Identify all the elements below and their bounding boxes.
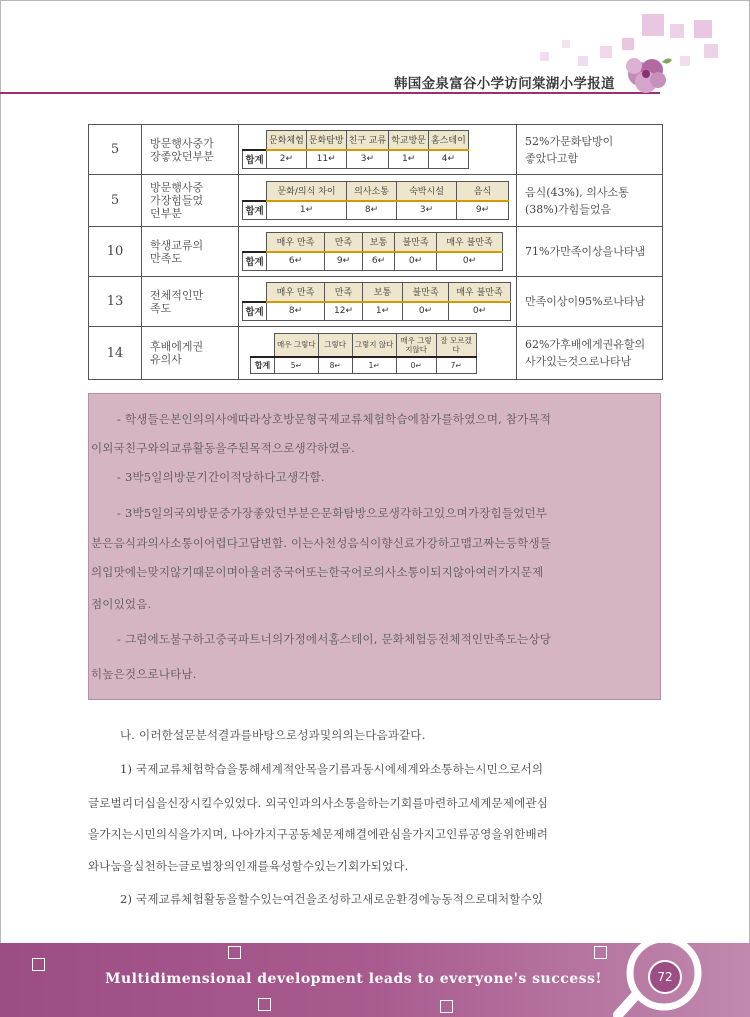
footer-deco-square [594,946,607,959]
question-number: 10 [89,227,142,277]
response-value: 0↵ [396,357,436,373]
table-row [89,227,663,277]
response-table-cell [239,227,517,277]
response-value: 11↵ [306,150,346,169]
header-rule [0,92,660,94]
page-number: 72 [648,960,682,994]
response-value: 3↵ [346,150,389,169]
result-text: 71%가만족이상을나타냄 [517,227,663,277]
total-label: 합계 [243,302,267,321]
question-text: 방문행사중 가장힘들었 던부분 [142,175,239,227]
response-table-cell [239,327,517,380]
response-table [242,232,503,271]
body-line: 와나눔을실천하는글로벌창의인재를육성할수있는기회가되었다. [88,859,409,873]
body-line: 글로벌리더십을신장시킬수있었다. 외국인과의사소통을하는기회를마련하고세계문제에관심 [88,796,549,810]
response-header: 불만족 [403,283,449,302]
response-header: 음식 [457,182,509,201]
response-value: 5↵ [275,357,319,373]
response-header: 의사소통 [347,182,397,201]
question-text: 방문행사중가 장좋았던부분 [142,125,239,175]
footer-deco-square [258,998,271,1011]
response-header: 만족 [325,233,363,252]
footer-deco-square [228,946,241,959]
header-deco-square [694,20,712,38]
response-value: 4↵ [428,150,468,169]
summary-line: 이외국친구와의교류활동을주된목적으로생각하였음. [91,441,355,455]
response-header: 문화탐방 [306,131,346,150]
header-deco-square [600,46,612,58]
total-label: 합계 [243,150,267,169]
response-value: 0↵ [403,302,449,321]
response-table-cell [239,175,517,227]
response-value: 1↵ [267,201,347,220]
response-value: 0↵ [395,252,437,271]
header-deco-square [642,14,664,36]
summary-box [88,393,661,700]
response-header: 그렇다 [318,333,352,357]
response-value: 9↵ [457,201,509,220]
question-number: 13 [89,277,142,327]
total-label: 합계 [251,357,275,373]
footer-motto: Multidimensional development leads to everyone's success! [105,971,603,987]
summary-line: 히높은것으로나타남. [91,667,197,681]
summary-line: - 학생들은본인의의사에따라상호방문형국제교류체험학습에참가를하였으며, 참가목적 [117,412,552,426]
header-deco-square [540,52,549,61]
response-header: 잘 모르겠다 [436,333,476,357]
header-deco-square [670,24,684,38]
total-label: 합계 [243,252,267,271]
response-value: 8↵ [347,201,397,220]
summary-line: - 3박5일의방문기간이적당하다고생각함. [117,470,325,484]
question-text: 전체적인만 족도 [142,277,239,327]
response-value: 2↵ [267,150,307,169]
response-header: 친구 교류 [346,131,389,150]
header-deco-square [578,56,588,66]
response-value: 8↵ [318,357,352,373]
summary-line: 점이있었음. [91,597,152,611]
response-header: 문화/의식 차이 [267,182,347,201]
header-deco-square [562,40,570,48]
body-line: 1) 국제교류체험학습을통해세계적안목을기름과동시에세계와소통하는시민으로서의 [120,762,544,776]
flower-icon [618,50,674,96]
response-value: 6↵ [363,252,395,271]
question-number: 14 [89,327,142,380]
response-table [250,333,477,374]
header-title: 韩国金泉富谷小学访问棠湖小学报道 [394,76,615,92]
summary-line: - 3박5일의국외방문중가장좋았던부분은문화탐방으로생각하고있으며가장힘들었던부 [117,506,548,520]
result-text: 음식(43%), 의사소통 (38%)가힘들었음 [517,175,663,227]
table-row [89,125,663,175]
response-header: 문화체험 [267,131,307,150]
body-line: 나. 이러한설문분석결과를바탕으로성과및의의는다음과같다. [120,728,426,742]
response-value: 12↵ [325,302,363,321]
response-value: 1↵ [389,150,429,169]
response-table-cell [239,277,517,327]
response-value: 1↵ [352,357,396,373]
response-header: 매우 만족 [267,283,325,302]
response-header: 매우 그렇다 [275,333,319,357]
summary-line: 의입맛에는맞지않기때문이며아울러중국어또는한국어로의사소통이되지않아여러가지문제 [91,565,544,579]
response-header: 매우 만족 [267,233,325,252]
total-label: 합계 [243,201,267,220]
table-row [89,277,663,327]
result-text: 만족이상이95%로나타남 [517,277,663,327]
response-value: 6↵ [267,252,325,271]
response-table-cell [239,125,517,175]
header-deco-square [680,56,690,66]
response-value: 1↵ [363,302,403,321]
response-table [242,130,469,169]
response-header: 그렇지 않다 [352,333,396,357]
question-text: 후배에게권 유의사 [142,327,239,380]
footer-deco-square [32,958,45,971]
response-header: 보통 [363,283,403,302]
response-header: 매우 불만족 [449,283,511,302]
response-header: 만족 [325,283,363,302]
response-table [242,282,511,321]
summary-line: 분은음식과의사소통이어렵다고답변함. 이는사천성음식이향신료가강하고맵고짜는등학생들 [91,536,552,550]
question-number: 5 [89,175,142,227]
response-header: 학교방문 [389,131,429,150]
header-deco-square [704,44,718,58]
footer-deco-square [440,1000,453,1013]
response-header: 보통 [363,233,395,252]
response-table [242,181,509,220]
response-value: 8↵ [267,302,325,321]
response-header: 홈스테이 [428,131,468,150]
response-header: 불만족 [395,233,437,252]
response-value: 3↵ [397,201,457,220]
response-value: 0↵ [449,302,511,321]
result-text: 62%가후배에게권유할의 사가있는것으로나타남 [517,327,663,380]
table-row [89,175,663,227]
response-header: 매우 그렇지않다 [396,333,436,357]
header-deco-square [622,38,634,50]
body-line: 을가지는시민의식을가지며, 나아가지구공동체문제해결에관심을가지고인류공영을위한배려 [88,827,549,841]
body-line: 2) 국제교류체험활동을할수있는여건을조성하고새로운환경에능동적으로대처할수있 [120,892,544,906]
response-header: 매우 불만족 [437,233,503,252]
survey-table [88,124,663,380]
question-text: 학생교류의 만족도 [142,227,239,277]
response-header: 숙박시설 [397,182,457,201]
response-value: 0↵ [437,252,503,271]
response-value: 9↵ [325,252,363,271]
table-row [89,327,663,380]
summary-line: - 그럼에도불구하고중국파트너의가정에서홈스테이, 문화체험등전체적인만족도는상당 [117,632,552,646]
response-value: 7↵ [436,357,476,373]
question-number: 5 [89,125,142,175]
result-text: 52%가문화탐방이 좋았다고함 [517,125,663,175]
